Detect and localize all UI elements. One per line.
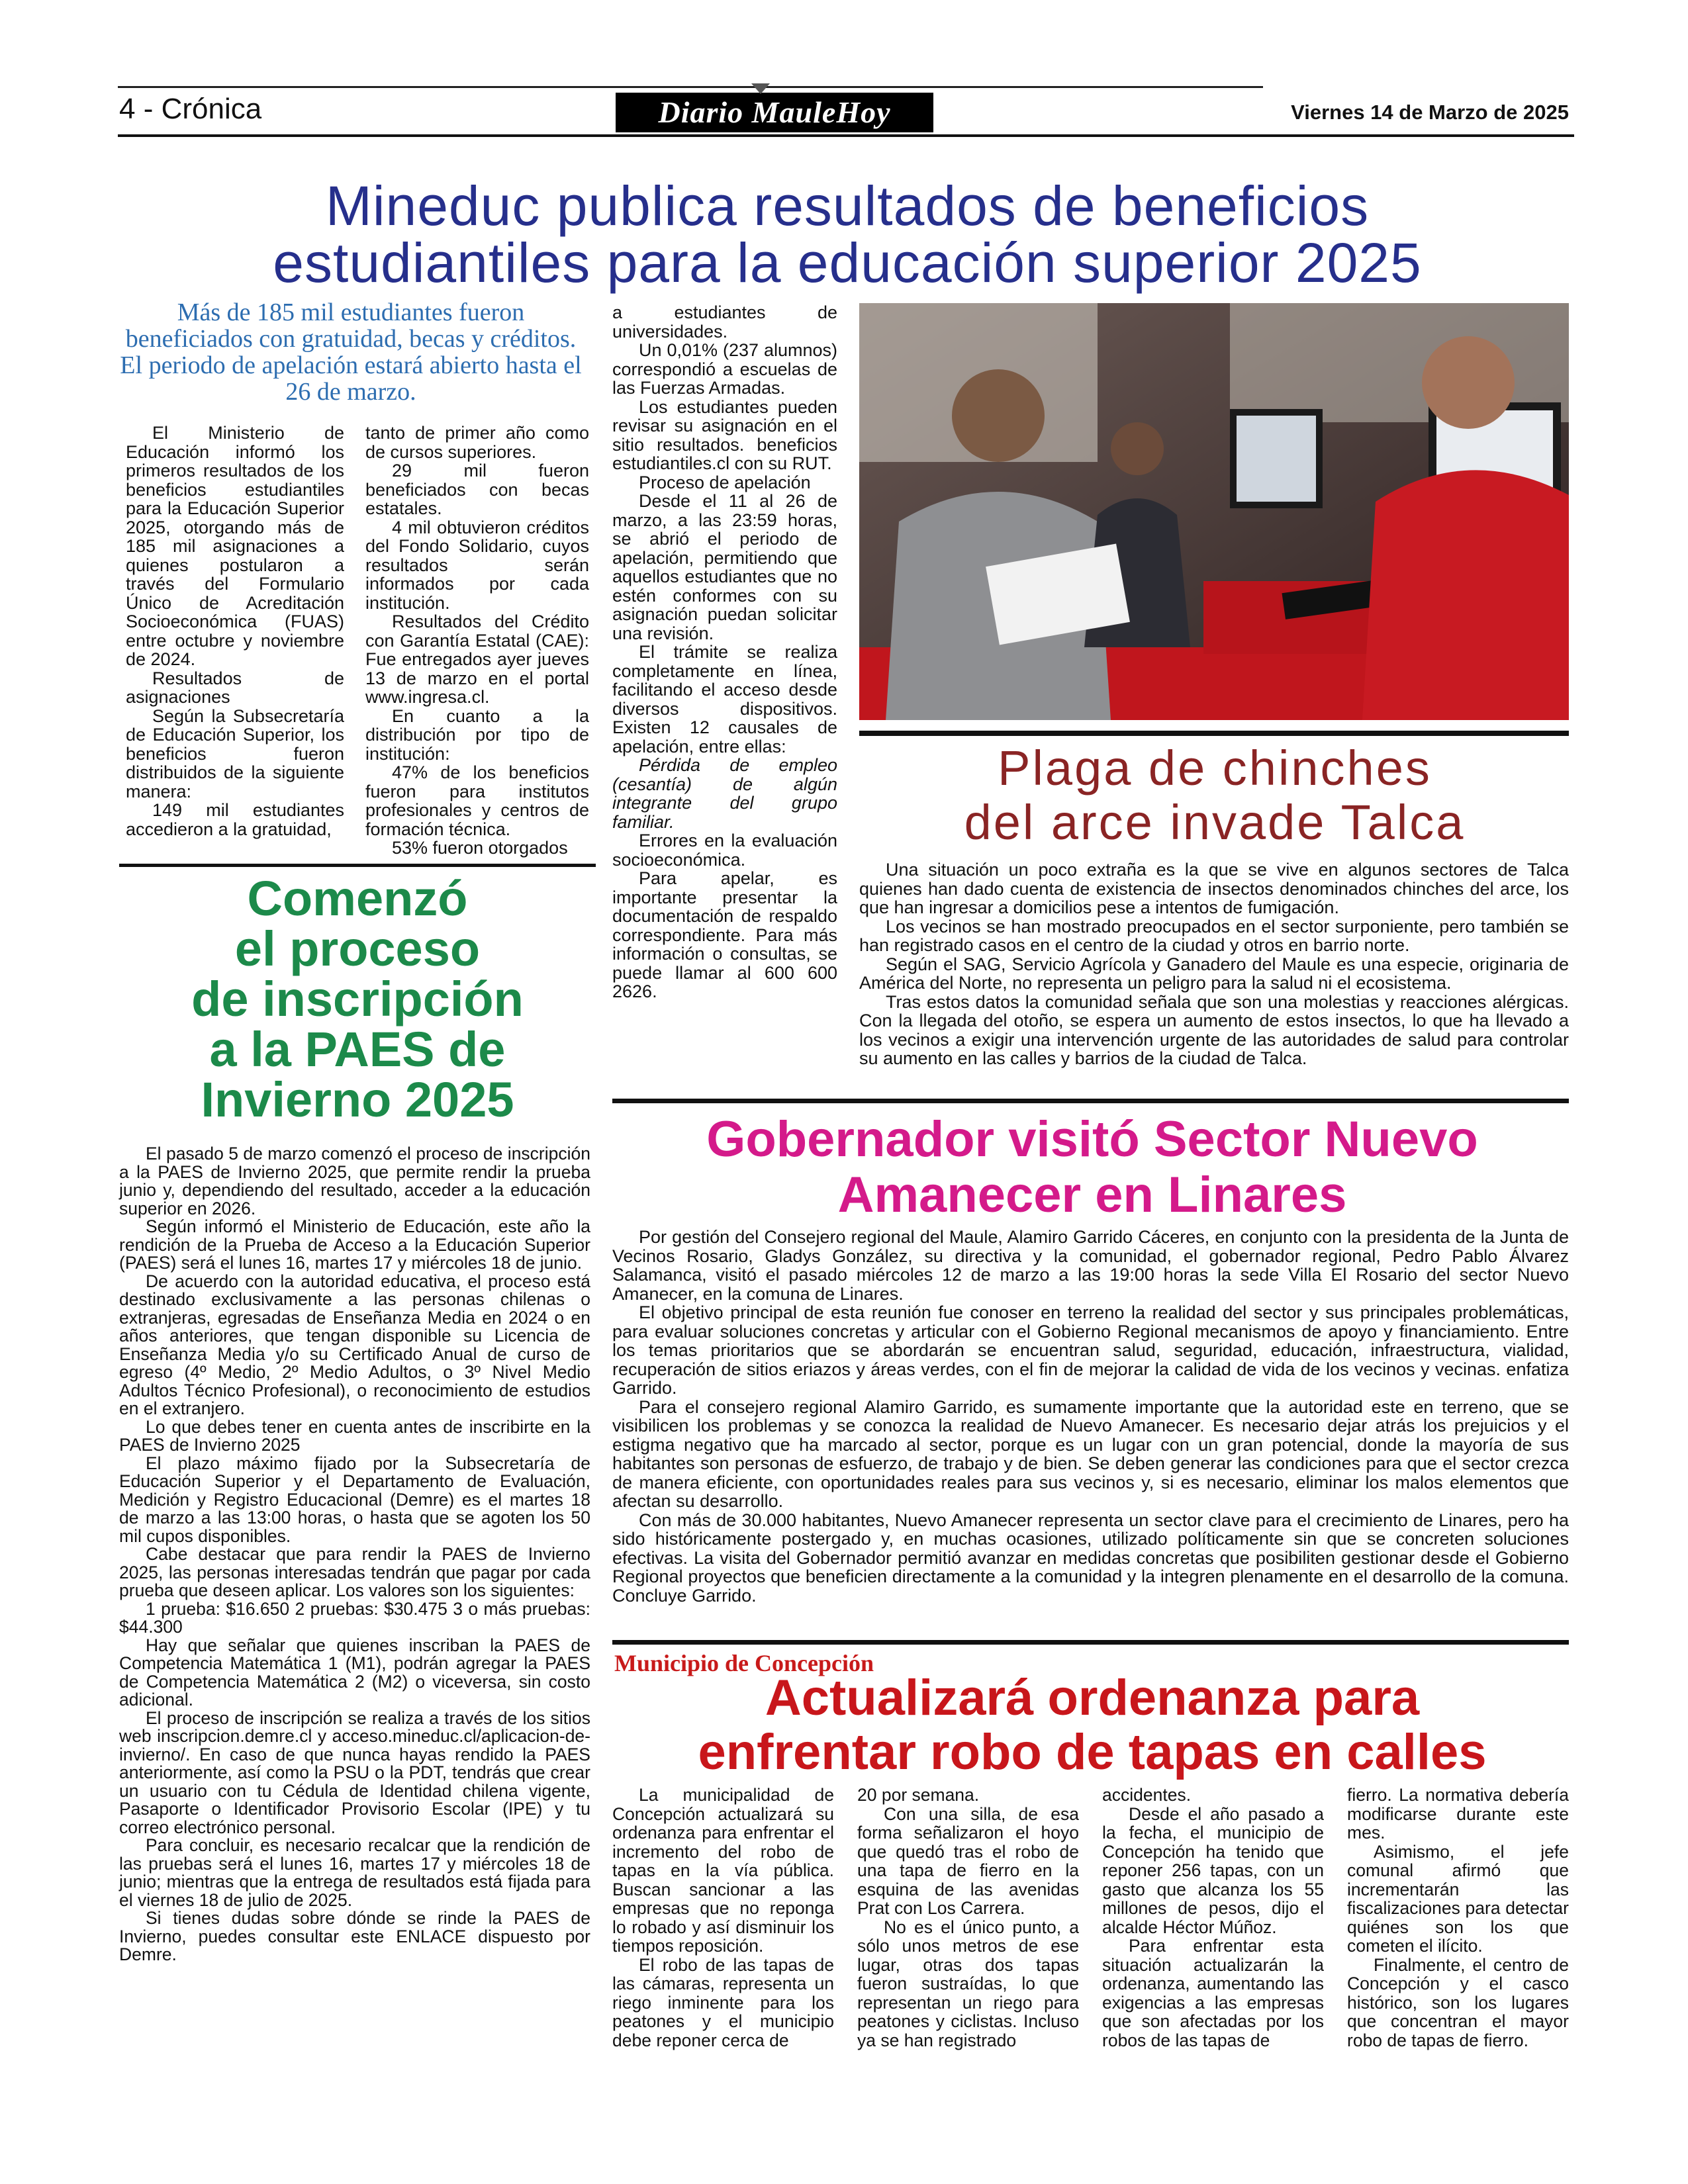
- concepcion-top-rule: [612, 1640, 1569, 1645]
- paragraph: Desde el año pasado a la fecha, el municipio de Concepción ha tenido que reponer 256 tapas, con un gasto que alcanza los 55 millones de pesos, dijo el alcalde Héctor Múñoz.: [1102, 1803, 1324, 1937]
- plaga-headline: [861, 741, 1569, 850]
- paragraph: Errores en la evaluación socioeconómica.: [612, 831, 837, 870]
- concepcion-headline-line2: enfrentar robo de tapas en calles: [698, 1724, 1487, 1780]
- header-rule-top: [118, 86, 1263, 88]
- mineduc-column-2: [365, 424, 589, 858]
- section-label: 4 - Crónica: [119, 93, 262, 125]
- logo-triangle-icon: [751, 83, 770, 94]
- subheading: Resultados de asignaciones: [126, 668, 344, 707]
- issue-date: Viernes 14 de Marzo de 2025: [1291, 101, 1569, 124]
- paragraph: Un 0,01% (237 alumnos) correspondió a escuelas de las Fuerzas Armadas.: [612, 340, 837, 398]
- paragraph: 53% fueron otorgados: [392, 838, 568, 858]
- paragraph: No es el único punto, a sólo unos metros de ese lugar, otras dos tapas fueron sustraídas, lo que representan un riego para peatones y ciclistas. Incluso ya se han registrado: [857, 1917, 1079, 2050]
- paragraph: 1 prueba: $16.650 2 pruebas: $30.475 3 o más pruebas: $44.300: [119, 1598, 590, 1637]
- paragraph: Por gestión del Consejero regional del Maule, Alamiro Garrido Cáceres, en conjunto con la presidenta de la Junta de Vecinos Rosario, Gladys González, su directiva y la comunidad, el gobernador regional, Pedro Pablo Álvarez Salamanca, visitó el pasado miércoles 12 de marzo a las 19:00 horas la sede Villa El Rosario del sector Nuevo Amanecer, en la comuna de Linares.: [612, 1227, 1569, 1304]
- gobernador-headline-line1: Gobernador visitó Sector Nuevo: [706, 1111, 1478, 1167]
- paes-headline-line2: el proceso: [234, 921, 481, 976]
- concepcion-column-1: [612, 1786, 834, 2050]
- paes-headline-line5: Invierno 2025: [201, 1072, 514, 1127]
- header-rule-bottom: [118, 134, 1574, 137]
- gobernador-headline: [616, 1112, 1569, 1223]
- paragraph: El Ministerio de Educación informó los primeros resultados de los beneficios estudiantiles para la Educación Superior 2025, otorgando más de 185 mil asignaciones a quienes postularon a través del Formulario Único de Acreditación Socioeconómica (FUAS) entre octubre y noviembre de 2024.: [126, 423, 344, 669]
- paragraph: Según el SAG, Servicio Agrícola y Ganadero del Maule es una especie, originaria de América del Norte, no representa un peligro para la salud ni el ecosistema.: [859, 954, 1569, 993]
- paes-headline-line4: a la PAES de: [209, 1022, 506, 1077]
- paragraph: El proceso de inscripción se realiza a través de los sitios web inscripcion.demre.cl y acceso.mineduc.cl/aplicacion-de-invierno/. En caso de que nunca hayas rendido la PAES anteriormente, así como la PSU o la PDT, tendrás que crear un usuario con tu Cédula de Identidad chilena vigente, Pasaporte o Identificador Provisorio Escolar (IPE) y tu correo electrónico personal.: [119, 1707, 590, 1837]
- plaga-body: [859, 860, 1569, 1068]
- gobernador-body: [612, 1228, 1569, 1605]
- paragraph: Los estudiantes pueden revisar su asignación en el sitio resultados. beneficios estudiantiles.cl con su RUT.: [612, 396, 837, 473]
- concepcion-column-4: [1347, 1786, 1569, 2050]
- paragraph: El objetivo principal de esta reunión fue conoser en terreno la realidad del sector y sus principales problemáticas, para evaluar soluciones concretas y articular con el Gobierno Regional mecanismos de apoyo y financiamiento. Entre los temas prioritarios que se abordarán se encuentran salud, seguridad, educación, infraestructura, vialidad, recuperación de sitios eriazos y áreas verdes, con el fin de mejorar la calidad de vida de los vecinos y vecinas. enfatiza Garrido.: [612, 1302, 1569, 1398]
- paragraph: Tras estos datos la comunidad señala que son una molestias y reacciones alérgicas. Con la llegada del otoño, se espera un aumento de estos insectos, lo que ha llevado a los vecinos a exigir una intervención urgente de las autoridades de salud para controlar su aumento en las calles y barrios de la ciudad de Talca.: [859, 991, 1569, 1068]
- mineduc-column-1: [126, 424, 344, 839]
- paragraph: Asimismo, el jefe comunal afirmó que incrementarán las fiscalizaciones para detectar quiénes son los que cometen el ilícito.: [1347, 1841, 1569, 1956]
- mineduc-deck: Más de 185 mil estudiantes fueron beneficiados con gratuidad, becas y créditos. El periodo de apelación estará abierto hasta el 26 de marzo.: [120, 298, 582, 406]
- paragraph: Para apelar, es importante presentar la documentación de respaldo correspondiente. Para más información o consultas, se puede llamar al 600 600 2626.: [612, 868, 837, 1001]
- paragraph: Cabe destacar que para rendir la PAES de Invierno 2025, las personas interesadas tendrán que pagar por cada prueba que deseen aplicar. Los valores son los siguientes:: [119, 1544, 590, 1600]
- paes-top-rule: [119, 864, 596, 867]
- concepcion-column-3: [1102, 1786, 1324, 2050]
- paragraph: Con una silla, de esa forma señalizaron el hoyo que quedó tras el robo de una tapa de fierro en la esquina de las avenidas Prat con Los Carrera.: [857, 1803, 1079, 1918]
- paragraph: Si tienes dudas sobre dónde se rinde la PAES de Invierno, puedes consultar este ENLACE dispuesto por Demre.: [119, 1908, 590, 1964]
- concepcion-headline: [616, 1671, 1569, 1780]
- paragraph: El plazo máximo fijado por la Subsecretaría de Educación Superior y el Departamento de Evaluación, Medición y Registro Educacional (Demre) es el martes 18 de marzo a las 13:00 horas, o hasta que se agoten los 50 mil cupos disponibles.: [119, 1453, 590, 1546]
- plaga-headline-line2: del arce invade Talca: [964, 795, 1466, 850]
- concepcion-column-2: [857, 1786, 1079, 2050]
- paes-headline-line3: de inscripción: [191, 972, 524, 1026]
- photo-illustration: [859, 303, 1569, 720]
- subheading: Proceso de apelación: [639, 472, 811, 492]
- paragraph: Con más de 30.000 habitantes, Nuevo Amanecer representa un sector clave para el crecimiento de Linares, pero ha sido históricamente postergado y, en muchas ocasiones, utilizado políticamente sin que se concreten soluciones efectivas. La visita del Gobernador permitió avanzar en medidas concretas que posibiliten gestionar desde el Gobierno Regional proyectos que beneficien directamente a la comunidad y la integren plenamente en el desarrollo de la comuna. Concluye Garrido.: [612, 1510, 1569, 1606]
- plaga-headline-line1: Plaga de chinches: [998, 741, 1432, 796]
- paragraph: De acuerdo con la autoridad educativa, el proceso está destinado exclusivamente a las personas chilenas o extranjeras, egresadas de Enseñanza Media en 2024 o en años anteriores, que tengan disponible su Licencia de Enseñanza Media y/o su Certificado Anual de curso de egreso (4º Medio, 2º Medio Adultos, o 3º Nivel Medio Adultos Técnico Profesional), o reconocimiento de estudios en el extranjero.: [119, 1271, 590, 1418]
- paes-headline-line1: Comenzó: [247, 871, 468, 926]
- paes-body: [119, 1145, 590, 1964]
- paragraph: Para el consejero regional Alamiro Garrido, es sumamente importante que la autoridad este en terreno, que se visibilicen los problemas y se conozca la realidad de Nuevo Amanecer. Es necesario dejar atrás los prejuicios y el estigma negativo que ha marcado al sector, porque es un lugar con un gran potencial, donde la mayoría de sus habitantes son personas de esfuerzo, de trabajo y de bien. Se deben generar las condiciones para que el sector crezca de manera eficiente, con oportunidades reales para sus vecinos y, si es necesario, eliminar los malos elementos que afectan su desarrollo.: [612, 1396, 1569, 1511]
- paragraph: Según informó el Ministerio de Educación, este año la rendición de la Prueba de Acceso a la Educación Superior (PAES) será el lunes 16, martes 17 y miércoles 18 de junio.: [119, 1216, 590, 1273]
- mineduc-headline-line2: estudiantiles para la educación superior 2025: [273, 232, 1422, 294]
- paragraph: Desde el 11 al 26 de marzo, a las 23:59 horas, se abrió el periodo de apelación, permitiendo que aquellos estudiantes que no estén conformes con su asignación puedan solicitar una revisión.: [612, 491, 837, 643]
- mineduc-headline-line1: Mineduc publica resultados de beneficios: [325, 175, 1370, 237]
- concepcion-headline-line1: Actualizará ordenanza para: [765, 1670, 1420, 1726]
- paragraph: El trámite se realiza completamente en línea, facilitando el acceso desde diversos dispositivos. Existen 12 causales de apelación, entre ellas:: [612, 642, 837, 756]
- paragraph: accidentes.: [1102, 1785, 1192, 1805]
- paes-headline: [119, 871, 596, 1127]
- subheading: Lo que debes tener en cuenta antes de inscribirte en la PAES de Invierno 2025: [119, 1416, 590, 1455]
- gobernador-top-rule: [612, 1099, 1569, 1103]
- paragraph: 149 mil estudiantes accedieron a la gratuidad,: [126, 800, 344, 839]
- paragraph: 4 mil obtuvieron créditos del Fondo Solidario, cuyos resultados serán informados por cada institución.: [365, 517, 589, 613]
- paragraph: a estudiantes de universidades.: [612, 302, 837, 341]
- paragraph: Resultados del Crédito con Garantía Estatal (CAE): Fue entregados ayer jueves 13 de marzo en el portal www.ingresa.cl.: [365, 612, 589, 707]
- paragraph: Para enfrentar esta situación actualizarán la ordenanza, aumentando las exigencias a las empresas que son afectadas por los robos de las tapas de: [1102, 1936, 1324, 2050]
- paragraph: tanto de primer año como de cursos superiores.: [365, 423, 589, 462]
- paragraph: 20 por semana.: [857, 1785, 980, 1805]
- logo-text: Diario MauleHoy: [658, 95, 891, 129]
- paragraph: La municipalidad de Concepción actualizará su ordenanza para enfrentar el incremento del robo de tapas en la vía pública. Buscan sancionar a las empresas que no reponga lo robado y así disminuir los tiempos reposición.: [612, 1785, 834, 1956]
- paragraph: 29 mil fueron beneficiados con becas estatales.: [365, 461, 589, 518]
- paragraph: El robo de las tapas de las cámaras, representa un riego inminente para los peatones y el municipio debe reponer cerca de: [612, 1954, 834, 2050]
- paragraph: Una situación un poco extraña es la que se vive en algunos sectores de Talca quienes han dado cuenta de existencia de insectos denominados chinches del arce, los que han ingresar a domicilios pese a intentos de fumigación.: [859, 860, 1569, 917]
- paragraph: Hay que señalar que quienes inscriban la PAES de Competencia Matemática 1 (M1), podrán agregar la PAES de Competencia Matemática 2 (M2) o viceversa, sin costo adicional.: [119, 1635, 590, 1709]
- paragraph: Para concluir, es necesario recalcar que la rendición de las pruebas será el lunes 16, martes 17 y miércoles 18 de junio; mientras que la entrega de resultados está fijada para el viernes 18 de julio de 2025.: [119, 1835, 590, 1910]
- paragraph: Finalmente, el centro de Concepción y el casco histórico, son los lugares que concentran el mayor robo de tapas de fierro.: [1347, 1954, 1569, 2050]
- gobernador-headline-line2: Amanecer en Linares: [837, 1167, 1347, 1223]
- paragraph: El pasado 5 de marzo comenzó el proceso de inscripción a la PAES de Invierno 2025, que permite rendir la prueba junio y, dependiendo del resultado, acceder a la educación superior en 2026.: [119, 1144, 590, 1218]
- students-computer-photo: [859, 303, 1569, 720]
- plaga-top-rule: [859, 731, 1569, 736]
- paragraph: Pérdida de empleo (cesantía) de algún integrante del grupo familiar.: [612, 755, 837, 832]
- mineduc-headline: [119, 175, 1575, 294]
- mineduc-column-3: [612, 303, 837, 1001]
- paragraph: 47% de los beneficios fueron para institutos profesionales y centros de formación técnica.: [365, 762, 589, 839]
- newspaper-logo: [616, 93, 933, 132]
- paragraph: fierro. La normativa debería modificarse durante este mes.: [1347, 1785, 1569, 1843]
- concepcion-kicker: Municipio de Concepción: [614, 1650, 874, 1676]
- paragraph: En cuanto a la distribución por tipo de institución:: [365, 705, 589, 764]
- paragraph: Según la Subsecretaría de Educación Superior, los beneficios fueron distribuidos de la siguiente manera:: [126, 705, 344, 801]
- paragraph: Los vecinos se han mostrado preocupados en el sector surponiente, pero también se han registrado casos en el centro de la ciudad y otros en barrio norte.: [859, 916, 1569, 955]
